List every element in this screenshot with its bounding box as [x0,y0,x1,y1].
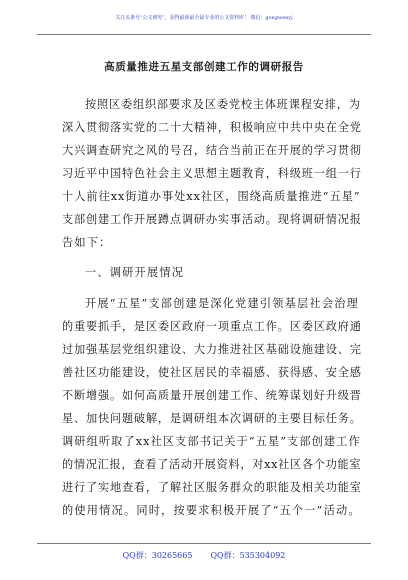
body-line: 调研组听取了xx社区支部书记关于“五星”支部创建工作 [62,435,361,448]
body-line: 过加强基层党组织建设、大力推进社区基础设施建设、完 [62,343,362,356]
body-line: 不断增强。如何高质量开展创建工作、统筹谋划好升级晋 [62,389,362,402]
body-line: 的情况汇报，查看了活动开展资料，对xx社区各个功能室 [62,458,362,471]
footer-qq-group-1: QQ群：30265665 [122,551,193,560]
body-line: 进行了实地查看，了解社区服务群众的职能及相关功能室 [62,481,362,494]
body-line: 按照区委组织部要求及区委党校主体班课程安排，为 [85,98,361,111]
body-line: 星、加快问题破解，是调研组本次调研的主要目标任务。 [62,412,362,425]
page-footer [0,550,408,561]
body-line: 大兴调查研究之风的号召，结合当前正在开展的学习贯彻 [62,144,362,157]
body-line: 告如下： [62,236,112,249]
body-line: 十人前往xx街道办事处xx社区，围绕高质量推进“五星” [62,190,361,203]
header-divider [37,34,371,35]
footer-qq-group-2: QQ群：535304092 [210,551,286,560]
body-line: 深入贯彻落实党的二十大精神，积极响应中共中央在全党 [62,121,362,134]
section-heading: 一、调研开展情况 [85,266,185,279]
page-header-note: 关注头条号“公文研究”，获得最新最全最专业的公文资料库！ 微信：gongwenyj [115,15,293,21]
body-line: 习近平中国特色社会主义思想主题教育，科级班一组一行 [62,167,362,180]
body-line: 支部创建工作开展蹲点调研办实事活动。现将调研情况报 [62,213,362,226]
body-line: 的使用情况。同时，按要求积极开展了“五个一”活动。 [62,504,361,517]
body-line: 善社区功能建设，使社区居民的幸福感、获得感、安全感 [62,366,362,379]
body-line: 开展“五星”支部创建是深化党建引领基层社会治理 [85,297,359,310]
footer-divider [37,543,371,544]
body-line: 的重要抓手，是区委区政府一项重点工作。区委区政府通 [62,320,362,333]
document-title: 高质量推进五星支部创建工作的调研报告 [104,61,304,73]
